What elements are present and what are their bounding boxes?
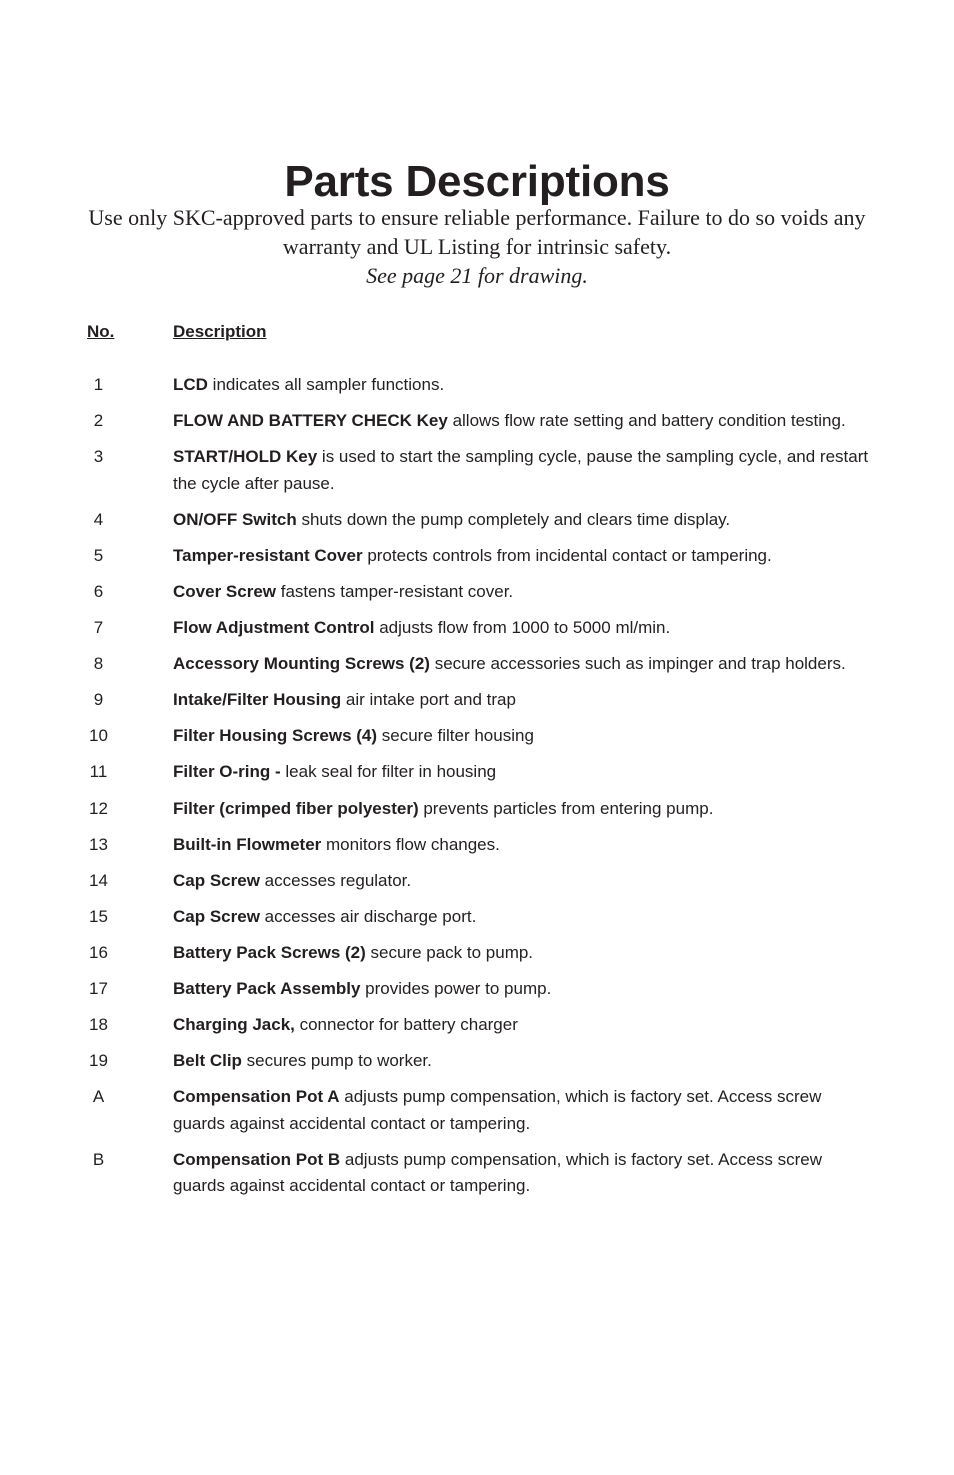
part-number: 2 [93,411,104,431]
parts-list [0,372,954,1209]
part-name: Tamper-resistant Cover [173,545,363,565]
part-function: adjusts flow from 1000 to 5000 ml/min. [374,618,671,638]
part-number: 15 [89,906,108,926]
part-row [0,444,954,497]
part-row [0,723,954,750]
part-number: 3 [93,447,104,467]
part-number: 9 [93,690,104,710]
part-row [0,507,954,534]
part-name: Cap Screw [173,870,260,890]
part-function: secure pack to pump. [365,942,534,962]
part-function: indicates all sampler functions. [207,375,445,394]
part-description [173,868,873,895]
drawing-reference: See page 21 for drawing. [366,263,588,288]
part-number: 8 [93,654,104,674]
part-name: Cover Screw [173,581,276,601]
part-description [173,1048,873,1075]
part-name: Built-in Flowmeter [173,834,322,854]
part-function: fastens tamper-resistant cover. [276,581,514,601]
part-row [0,687,954,714]
part-row [0,1012,954,1039]
part-row [0,759,954,786]
part-function: allows flow rate setting and battery condition testing. [447,411,846,431]
part-function: protects controls from incidental contact or tampering. [362,545,772,565]
page-title: Parts Descriptions [284,157,670,207]
part-name: ON/OFF Switch [173,509,297,529]
part-number: 5 [93,545,104,565]
part-function: prevents particles from entering pump. [418,798,714,818]
part-row [0,1084,954,1137]
part-number: 19 [89,1051,108,1071]
part-description [173,796,873,823]
part-description [173,444,873,497]
part-function: adjusts pump compensation, which is factory set. Access screw guards against accidental contact or tampering. [173,1087,822,1133]
part-number: 4 [93,509,104,529]
intro-warning: Use only SKC-approved parts to ensure reliable performance. Failure to do so voids any warranty and UL Listing for intrinsic safety. [88,205,866,259]
part-row [0,868,954,895]
part-name: Compensation Pot A [173,1087,340,1107]
intro-paragraph [60,203,894,290]
part-name: Charging Jack, [173,1015,295,1035]
part-function: secure filter housing [377,726,534,746]
part-name: Battery Pack Screws (2) [173,942,366,962]
part-name: Accessory Mounting Screws (2) [173,654,430,674]
part-function: accesses regulator. [259,870,412,890]
part-row [0,1048,954,1075]
part-row [0,651,954,678]
part-number: 13 [89,834,108,854]
part-number: 11 [89,762,108,782]
part-description [173,615,873,642]
part-function: shuts down the pump completely and clears time display. [296,509,731,529]
part-function: secure accessories such as impinger and trap holders. [429,654,846,674]
part-name: Cap Screw [173,906,260,926]
part-name: FLOW AND BATTERY CHECK Key [173,411,448,431]
part-row [0,796,954,823]
part-row [0,1147,954,1200]
part-description [173,904,873,931]
part-function: air intake port and trap [341,690,516,710]
part-function: adjusts pump compensation, which is factory set. Access screw guards against accidental contact or tampering. [173,1149,823,1196]
part-name: Belt Clip [173,1051,242,1071]
part-row [0,832,954,859]
part-description [173,372,873,399]
part-number: 18 [89,1015,108,1035]
part-description [173,687,873,714]
part-function: secures pump to worker. [241,1051,432,1071]
part-number: 10 [89,726,108,746]
part-number: 6 [93,581,104,601]
part-name: START/HOLD Key [173,447,318,467]
part-number: 1 [93,375,104,394]
part-description [173,507,873,534]
column-header-description: Description [173,322,267,341]
part-function: is used to start the sampling cycle, pause the sampling cycle, and restart the cycle after pause. [173,447,869,493]
part-description [173,543,873,570]
part-description [173,1084,873,1137]
part-function: leak seal for filter in housing [280,762,497,782]
part-number: 7 [93,618,104,638]
part-number: 17 [89,979,108,998]
part-description [173,651,873,678]
part-number: 16 [89,942,108,962]
part-number: 14 [89,870,108,890]
part-description [173,579,873,606]
part-description [173,1012,873,1039]
part-function: connector for battery charger [294,1015,518,1035]
part-description [173,976,873,1003]
part-description [173,759,873,786]
part-name: Battery Pack Assembly [173,979,361,998]
part-number: B [92,1149,105,1169]
part-name: Intake/Filter Housing [173,690,342,710]
part-name: LCD [173,375,208,394]
part-name: Filter (crimped fiber polyester) [173,798,419,818]
part-function: accesses air discharge port. [259,906,477,926]
part-row [0,976,954,1003]
part-name: Flow Adjustment Control [173,618,375,638]
part-row [0,372,954,399]
part-name: Filter Housing Screws (4) [173,726,378,746]
part-row [0,904,954,931]
part-number: A [92,1087,105,1107]
part-row [0,579,954,606]
part-description [173,408,873,435]
part-row [0,615,954,642]
part-description [173,832,873,859]
part-number: 12 [89,798,108,818]
part-row [0,940,954,967]
part-function: monitors flow changes. [321,834,500,854]
part-description [173,1147,873,1200]
part-name: Filter O-ring - [173,762,281,782]
part-name: Compensation Pot B [173,1149,341,1169]
part-row [0,543,954,570]
part-row [0,408,954,435]
part-description [173,723,873,750]
column-header-no: No. [87,322,115,341]
part-function: provides power to pump. [360,979,552,998]
part-description [173,940,873,967]
